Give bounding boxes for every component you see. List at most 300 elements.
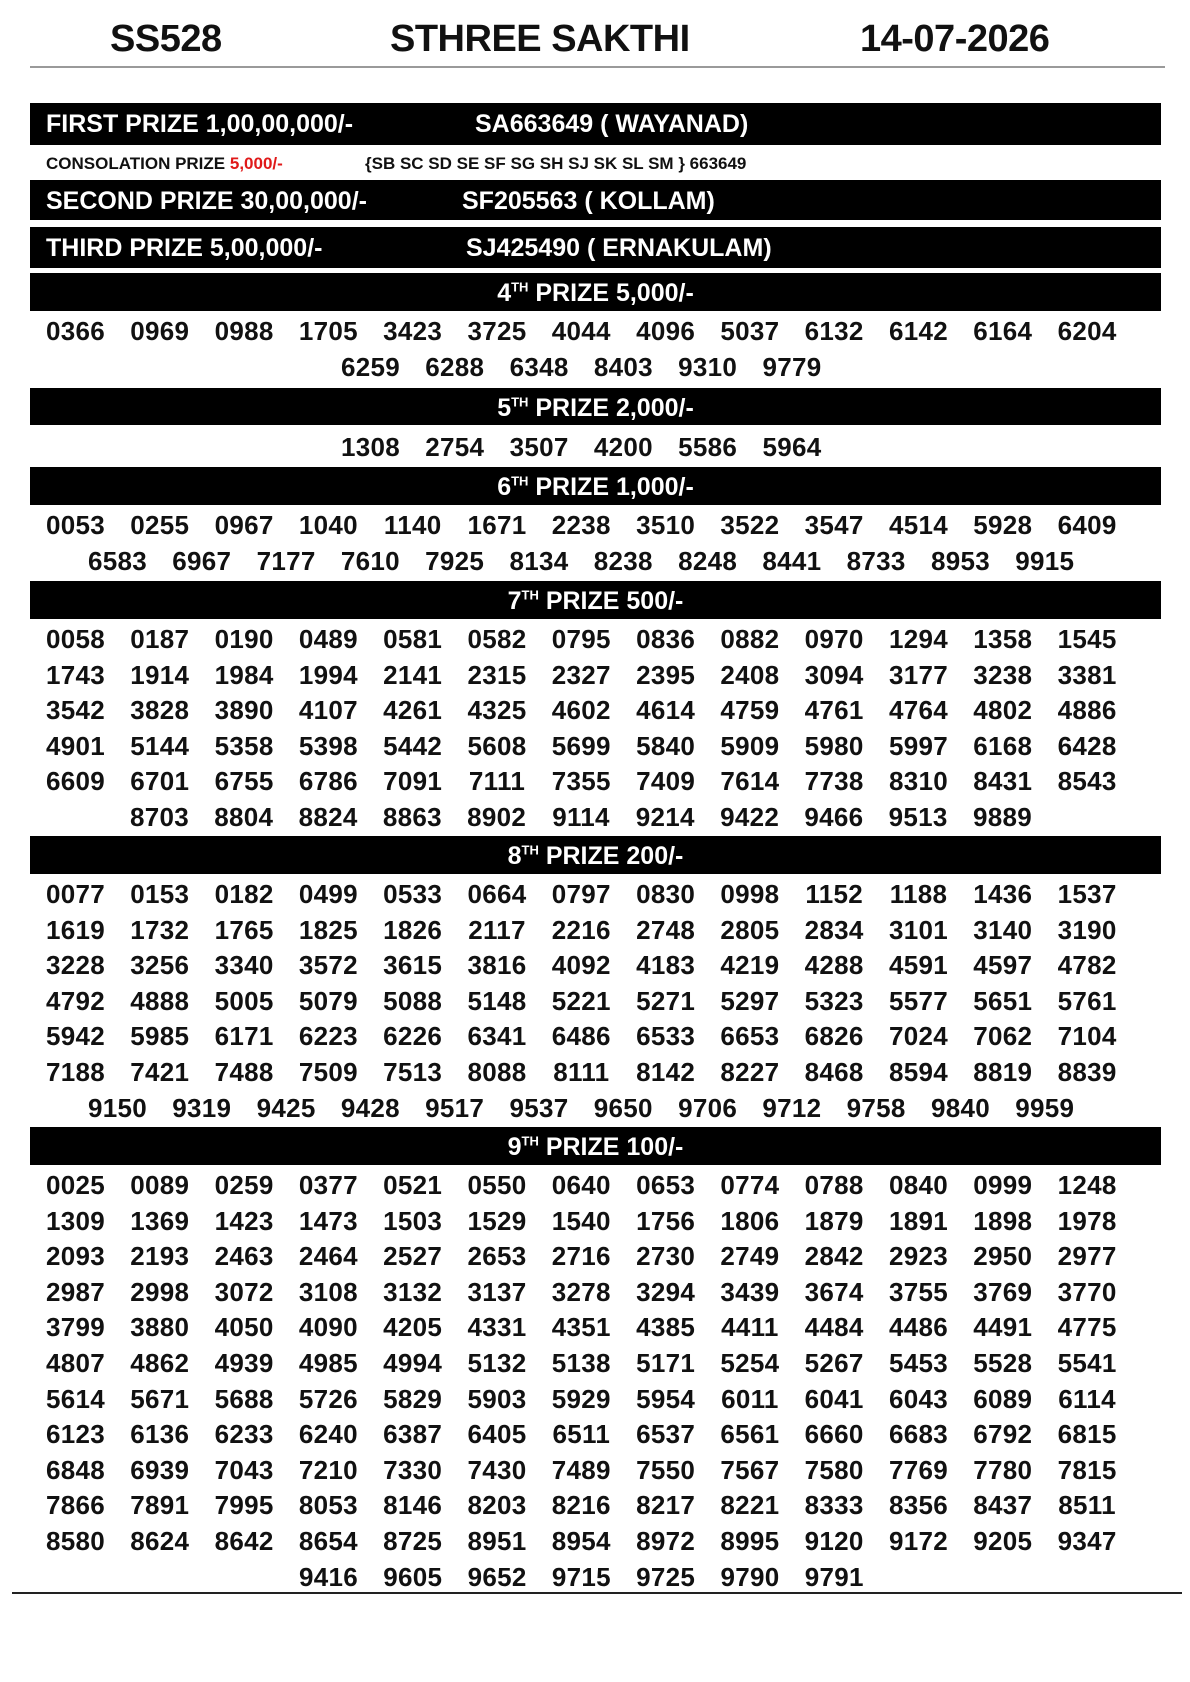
winning-number: 1765	[214, 914, 274, 945]
winning-number: 5088	[383, 985, 443, 1016]
consolation-label: CONSOLATION PRIZE	[46, 154, 230, 173]
winning-number: 2315	[467, 659, 527, 690]
winning-number: 4219	[720, 950, 780, 981]
winning-number: 4096	[636, 316, 696, 346]
winning-number: 0550	[467, 1170, 527, 1200]
winning-number: 8437	[973, 1490, 1033, 1521]
number-row	[30, 984, 1161, 1020]
winning-number: 1140	[383, 510, 442, 540]
winning-number: 8824	[298, 801, 358, 832]
winning-number: 4486	[888, 1312, 949, 1343]
winning-number: 4782	[1057, 950, 1117, 981]
winning-number: 1879	[804, 1205, 864, 1236]
winning-number: 6939	[130, 1454, 190, 1485]
prize-6-title	[497, 467, 694, 502]
winning-number: 6967	[172, 545, 232, 576]
number-row	[30, 658, 1161, 694]
winning-number: 4514	[888, 510, 949, 540]
prize-9-numbers	[30, 1168, 1161, 1595]
winning-number: 5929	[551, 1383, 611, 1414]
winning-number: 8356	[888, 1490, 949, 1521]
winning-number: 4886	[1057, 695, 1117, 726]
winning-number: 6848	[45, 1454, 106, 1485]
number-row	[30, 913, 1161, 949]
winning-number: 1473	[298, 1205, 358, 1236]
winning-number: 4759	[720, 695, 780, 726]
winning-number: 6511	[552, 1419, 611, 1450]
prize-7-amount: PRIZE 500/-	[538, 587, 684, 615]
winning-number: 5297	[720, 985, 780, 1016]
winning-number: 6123	[45, 1419, 106, 1450]
winning-number: 2987	[45, 1276, 106, 1307]
winning-number: 4200	[593, 432, 653, 462]
winning-number: 5651	[973, 985, 1033, 1016]
second-prize-label: SECOND PRIZE 30,00,000/-	[46, 187, 367, 215]
prize-8-title	[508, 836, 684, 871]
winning-number: 4939	[214, 1347, 274, 1378]
winning-number: 9428	[340, 1092, 400, 1123]
winning-number: 0187	[130, 624, 190, 654]
winning-number: 6409	[1057, 510, 1117, 540]
number-row	[30, 1346, 1161, 1382]
winning-number: 2754	[425, 432, 485, 462]
winning-number: 6114	[1058, 1383, 1116, 1414]
winning-number: 6089	[973, 1383, 1033, 1414]
winning-number: 3615	[383, 950, 443, 981]
winning-number: 8839	[1057, 1056, 1117, 1087]
winning-number: 5267	[804, 1347, 864, 1378]
prize-8-numbers	[30, 877, 1161, 1126]
winning-number: 9605	[383, 1561, 443, 1592]
winning-number: 0499	[298, 879, 358, 909]
winning-number: 8088	[467, 1056, 527, 1087]
winning-number: 5528	[973, 1347, 1033, 1378]
winning-number: 9416	[298, 1561, 359, 1592]
winning-number: 0582	[467, 624, 527, 654]
winning-number: 9120	[804, 1525, 864, 1556]
winning-number: 8431	[973, 766, 1033, 797]
winning-number: 8053	[298, 1490, 358, 1521]
consolation-label-group	[46, 154, 283, 174]
winning-number: 1826	[383, 914, 443, 945]
winning-number: 7177	[256, 545, 316, 576]
winning-number: 3439	[720, 1276, 780, 1307]
winning-number: 5942	[45, 1021, 106, 1052]
winning-number: 5985	[130, 1021, 190, 1052]
winning-number: 5358	[214, 730, 274, 761]
winning-number: 4792	[45, 985, 106, 1016]
winning-number: 6660	[804, 1419, 864, 1450]
winning-number: 2463	[214, 1241, 274, 1272]
prize-5-bar	[30, 388, 1161, 425]
winning-number: 8310	[888, 766, 949, 797]
winning-number: 8972	[636, 1525, 696, 1556]
winning-number: 1040	[298, 510, 358, 540]
winning-number: 0581	[383, 624, 443, 654]
winning-number: 4802	[973, 695, 1033, 726]
winning-number: 6348	[509, 351, 569, 382]
first-prize-label: FIRST PRIZE 1,00,00,000/-	[46, 110, 354, 138]
winning-number: 2093	[45, 1241, 106, 1272]
winning-number: 1358	[973, 624, 1033, 654]
winning-number: 8594	[888, 1056, 949, 1087]
winning-number: 6041	[804, 1383, 864, 1414]
winning-number: 9172	[888, 1525, 949, 1556]
winning-number: 7509	[298, 1056, 358, 1087]
winning-number: 5829	[383, 1383, 443, 1414]
winning-number: 6132	[804, 316, 864, 346]
winning-number: 6755	[214, 766, 274, 797]
winning-number: 5271	[636, 985, 696, 1016]
winning-number: 0077	[45, 879, 106, 909]
winning-number: 5699	[551, 730, 611, 761]
winning-number: 7489	[551, 1454, 611, 1485]
winning-number: 8863	[382, 801, 442, 832]
lottery-name: STHREE SAKTHI	[390, 18, 690, 60]
winning-number: 1891	[888, 1205, 949, 1236]
prize-4-numbers	[30, 314, 1161, 385]
winning-number: 5964	[762, 432, 822, 462]
winning-number: 6486	[551, 1021, 611, 1052]
winning-number: 2527	[383, 1241, 443, 1272]
winning-number: 7488	[214, 1056, 274, 1087]
winning-number: 7550	[636, 1454, 696, 1485]
second-prize-bar	[30, 180, 1161, 220]
winning-number: 5171	[636, 1347, 696, 1378]
winning-number: 9959	[1015, 1092, 1075, 1123]
winning-number: 8725	[383, 1525, 443, 1556]
winning-number: 9889	[972, 801, 1033, 832]
winning-number: 0153	[130, 879, 190, 909]
winning-number: 5997	[888, 730, 949, 761]
winning-number: 4261	[383, 695, 443, 726]
winning-number: 1756	[636, 1205, 696, 1236]
winning-number: 8248	[678, 545, 738, 576]
winning-number: 4351	[551, 1312, 611, 1343]
winning-number: 3674	[804, 1276, 864, 1307]
winning-number: 2216	[551, 914, 611, 945]
number-row	[30, 430, 1161, 466]
prize-8-bar	[30, 836, 1161, 874]
winning-number: 4491	[973, 1312, 1033, 1343]
prize-9-amount: PRIZE 100/-	[538, 1133, 684, 1161]
winning-number: 4331	[467, 1312, 527, 1343]
winning-number: 4090	[298, 1312, 358, 1343]
winning-number: 2749	[720, 1241, 780, 1272]
winning-number: 3094	[804, 659, 864, 690]
prize-7-title	[508, 581, 684, 616]
prize-9-title	[508, 1127, 684, 1162]
consolation-result: {SB SC SD SE SF SG SH SJ SK SL SM } 663649	[365, 154, 747, 173]
prize-8-suffix: TH	[521, 842, 539, 858]
winning-number: 6387	[383, 1419, 443, 1450]
winning-number: 2805	[720, 914, 780, 945]
winning-number: 9915	[1015, 545, 1075, 576]
winning-number: 0998	[720, 879, 780, 909]
winning-number: 1545	[1057, 624, 1117, 654]
winning-number: 2395	[636, 659, 696, 690]
winning-number: 6288	[425, 351, 485, 382]
winning-number: 9150	[87, 1092, 148, 1123]
winning-number: 1423	[214, 1205, 274, 1236]
winning-number: 6226	[383, 1021, 443, 1052]
winning-number: 0788	[804, 1170, 864, 1200]
winning-number: 3340	[214, 950, 274, 981]
winning-number: 9840	[930, 1092, 991, 1123]
winning-number: 9537	[509, 1092, 569, 1123]
number-row	[30, 764, 1161, 800]
winning-number: 8111	[553, 1056, 610, 1087]
prize-6-numbers	[30, 508, 1161, 579]
winning-number: 1308	[340, 432, 401, 462]
winning-number: 0521	[383, 1170, 443, 1200]
winning-number: 4205	[383, 1312, 443, 1343]
winning-number: 0653	[636, 1170, 696, 1200]
winning-number: 2834	[804, 914, 864, 945]
winning-number: 4385	[636, 1312, 696, 1343]
winning-number: 5726	[298, 1383, 358, 1414]
number-row	[30, 508, 1161, 544]
winning-number: 4614	[636, 695, 696, 726]
winning-number: 8403	[593, 351, 653, 382]
number-row	[30, 1239, 1161, 1275]
winning-number: 0797	[551, 879, 611, 909]
winning-number: 1914	[130, 659, 190, 690]
winning-number: 9466	[804, 801, 864, 832]
winning-number: 0058	[45, 624, 106, 654]
winning-number: 4484	[804, 1312, 864, 1343]
winning-number: 1503	[383, 1205, 443, 1236]
winning-number: 7330	[383, 1454, 443, 1485]
consolation-prize	[30, 150, 820, 178]
winning-number: 7610	[340, 545, 400, 576]
winning-number: 3294	[636, 1276, 696, 1307]
winning-number: 4761	[804, 695, 864, 726]
winning-number: 7769	[888, 1454, 949, 1485]
winning-number: 7780	[973, 1454, 1033, 1485]
winning-number: 7062	[973, 1021, 1033, 1052]
winning-number: 3072	[214, 1276, 274, 1307]
winning-number: 9319	[172, 1092, 232, 1123]
prize-4-ordinal: 4	[497, 279, 512, 307]
winning-number: 1671	[467, 510, 527, 540]
winning-number: 8227	[720, 1056, 780, 1087]
winning-number: 5954	[636, 1383, 696, 1414]
winning-number: 5442	[383, 730, 443, 761]
winning-number: 5541	[1057, 1347, 1117, 1378]
number-row	[30, 1453, 1161, 1489]
winning-number: 2327	[551, 659, 611, 690]
winning-number: 6815	[1057, 1419, 1117, 1450]
winning-number: 1825	[298, 914, 358, 945]
winning-number: 0969	[130, 316, 190, 346]
prize-6-bar	[30, 467, 1161, 505]
winning-number: 3507	[509, 432, 569, 462]
winning-number: 1743	[45, 659, 106, 690]
winning-number: 6583	[87, 545, 148, 576]
winning-number: 4602	[551, 695, 611, 726]
winning-number: 3799	[45, 1312, 106, 1343]
draw-date: 14-07-2026	[860, 18, 1050, 60]
winning-number: 6792	[973, 1419, 1033, 1450]
winning-number: 0190	[214, 624, 274, 654]
winning-number: 3542	[45, 695, 106, 726]
winning-number: 5323	[804, 985, 864, 1016]
winning-number: 7815	[1057, 1454, 1117, 1485]
winning-number: 4862	[130, 1347, 190, 1378]
winning-number: 3177	[888, 659, 949, 690]
header-divider	[30, 66, 1165, 68]
winning-number: 0882	[720, 624, 780, 654]
prize-7-numbers	[30, 622, 1161, 836]
winning-number: 9758	[846, 1092, 906, 1123]
winning-number: 1152	[805, 879, 863, 909]
winning-number: 9791	[804, 1561, 864, 1592]
winning-number: 1540	[551, 1205, 611, 1236]
prize-8-amount: PRIZE 200/-	[538, 842, 684, 870]
winning-number: 9715	[551, 1561, 611, 1592]
winning-number: 4901	[45, 730, 106, 761]
winning-number: 3228	[45, 950, 106, 981]
winning-number: 8703	[129, 801, 190, 832]
winning-number: 0988	[214, 316, 274, 346]
winning-number: 9425	[256, 1092, 316, 1123]
winning-number: 1188	[889, 879, 948, 909]
third-prize-label: THIRD PRIZE 5,00,000/-	[46, 234, 323, 262]
winning-number: 5903	[467, 1383, 527, 1414]
winning-number: 6240	[298, 1419, 358, 1450]
winning-number: 7995	[214, 1490, 274, 1521]
winning-number: 4183	[636, 950, 696, 981]
winning-number: 5079	[298, 985, 358, 1016]
winning-number: 3890	[214, 695, 274, 726]
winning-number: 8954	[551, 1525, 611, 1556]
winning-number: 0967	[214, 510, 274, 540]
winning-number: 3547	[804, 510, 864, 540]
winning-number: 6168	[973, 730, 1033, 761]
winning-number: 8134	[509, 545, 569, 576]
winning-number: 9214	[635, 801, 695, 832]
winning-number: 8804	[214, 801, 274, 832]
winning-number: 4050	[214, 1312, 274, 1343]
winning-number: 2950	[973, 1241, 1033, 1272]
number-row	[30, 622, 1161, 658]
number-row	[30, 1488, 1161, 1524]
winning-number: 6609	[45, 766, 106, 797]
winning-number: 8995	[720, 1525, 780, 1556]
winning-number: 8441	[762, 545, 822, 576]
prize-8-ordinal: 8	[507, 842, 522, 870]
winning-number: 1806	[720, 1205, 780, 1236]
winning-number: 9712	[762, 1092, 822, 1123]
winning-number: 3256	[130, 950, 190, 981]
winning-number: 4985	[298, 1347, 358, 1378]
winning-number: 3755	[888, 1276, 949, 1307]
winning-number: 5761	[1057, 985, 1117, 1016]
winning-number: 1537	[1057, 879, 1117, 909]
winning-number: 3510	[636, 510, 696, 540]
winning-number: 8953	[930, 545, 991, 576]
prize-5-amount: PRIZE 2,000/-	[528, 394, 694, 422]
winning-number: 5614	[45, 1383, 106, 1414]
winning-number: 6171	[214, 1021, 274, 1052]
winning-number: 8733	[846, 545, 906, 576]
winning-number: 7738	[804, 766, 864, 797]
winning-number: 4775	[1057, 1312, 1117, 1343]
winning-number: 5909	[720, 730, 780, 761]
winning-number: 9205	[973, 1525, 1033, 1556]
number-row	[30, 1310, 1161, 1346]
winning-number: 1294	[888, 624, 949, 654]
winning-number: 9779	[762, 351, 822, 382]
winning-number: 8146	[383, 1490, 443, 1521]
winning-number: 6204	[1057, 316, 1117, 346]
winning-number: 5671	[130, 1383, 190, 1414]
prize-4-bar	[30, 273, 1161, 311]
winning-number: 4994	[383, 1347, 443, 1378]
winning-number: 7210	[298, 1454, 358, 1485]
winning-number: 2193	[130, 1241, 190, 1272]
winning-number: 8654	[298, 1525, 358, 1556]
winning-number: 8624	[130, 1525, 190, 1556]
winning-number: 8468	[804, 1056, 864, 1087]
winning-number: 0836	[636, 624, 696, 654]
winning-number: 1898	[973, 1205, 1033, 1236]
winning-number: 1619	[45, 914, 106, 945]
winning-number: 2923	[888, 1241, 949, 1272]
winning-number: 3522	[720, 510, 780, 540]
winning-number: 2408	[720, 659, 780, 690]
number-row	[30, 1382, 1161, 1418]
winning-number: 6786	[298, 766, 358, 797]
winning-number: 6136	[130, 1419, 190, 1450]
winning-number: 0830	[636, 879, 696, 909]
winning-number: 7866	[45, 1490, 106, 1521]
winning-number: 7091	[383, 766, 443, 797]
prize-4-title	[497, 273, 694, 308]
winning-number: 7580	[804, 1454, 864, 1485]
winning-number: 6341	[467, 1021, 527, 1052]
winning-number: 8951	[467, 1525, 527, 1556]
prize-7-suffix: TH	[521, 587, 539, 603]
winning-number: 0259	[214, 1170, 274, 1200]
prize-5-suffix: TH	[511, 394, 529, 410]
prize-5-numbers	[30, 430, 1161, 466]
number-row	[30, 1168, 1161, 1204]
winning-number: 0774	[720, 1170, 780, 1200]
consolation-amount: 5,000/-	[229, 154, 283, 173]
winning-number: 7430	[467, 1454, 527, 1485]
winning-number: 8238	[593, 545, 653, 576]
winning-number: 6537	[636, 1419, 696, 1450]
winning-number: 4411	[721, 1312, 779, 1343]
winning-number: 0255	[130, 510, 190, 540]
winning-number: 8819	[973, 1056, 1033, 1087]
winning-number: 6233	[214, 1419, 274, 1450]
winning-number: 0025	[45, 1170, 106, 1200]
winning-number: 4764	[888, 695, 949, 726]
winning-number: 5254	[720, 1347, 780, 1378]
winning-number: 0664	[467, 879, 527, 909]
winning-number: 5037	[720, 316, 780, 346]
winning-number: 4107	[298, 695, 358, 726]
winning-number: 0182	[214, 879, 274, 909]
number-row	[30, 877, 1161, 913]
winning-number: 1529	[467, 1205, 527, 1236]
winning-number: 4288	[804, 950, 864, 981]
winning-number: 5398	[298, 730, 358, 761]
prize-4-suffix: TH	[511, 279, 529, 295]
